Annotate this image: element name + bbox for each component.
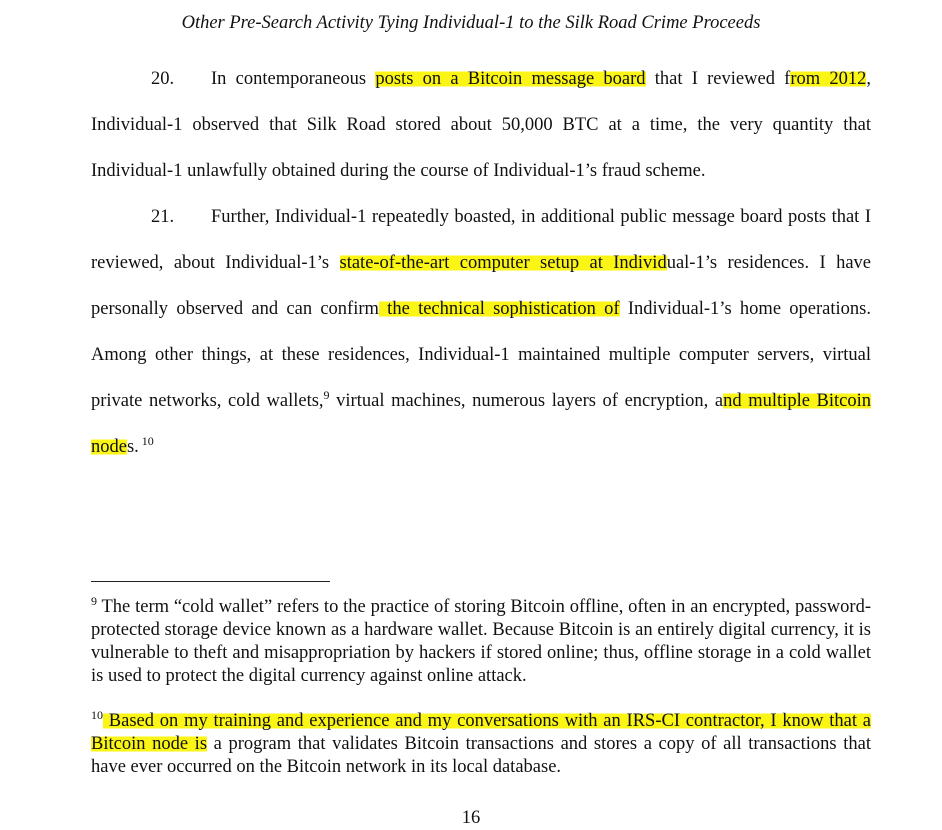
page-number: 16 — [461, 808, 481, 828]
paragraph-text: Further, Individual-1 repeatedly boasted, in additional public message board posts that I reviewed, about Individual-1’s — [91, 207, 871, 273]
highlighted-text: state-of-the-art computer setup at Individ — [339, 253, 667, 273]
highlighted-text: nd multiple Bitcoin node — [91, 391, 872, 457]
paragraph-text: that I reviewed f — [645, 69, 791, 89]
footnote-marker: 10 — [91, 707, 103, 722]
footnote-marker: 9 — [91, 593, 97, 608]
paragraph-20 — [91, 56, 871, 194]
paragraph-text: , Individual-1 observed that Silk Road stored about 50,000 BTC at a time, the very quantity that Individual-1 unlawfully obtained during the course of Individual-1’s fraud scheme. — [91, 69, 872, 181]
paragraph-number: 20. — [151, 69, 175, 89]
highlighted-text: rom 2012 — [790, 69, 867, 89]
paragraph-text: In contemporaneous — [211, 69, 376, 89]
footnote-divider — [91, 581, 330, 582]
paragraph-text: Individual-1’s home operations. Among other things, at these residences, Individual-1 maintained multiple computer servers, virtual private networks, cold wallets, — [91, 299, 871, 411]
footnote-reference-9[interactable]: 9 — [323, 387, 330, 402]
highlighted-text: Based on my training and experience and my conversations with an IRS-CI contractor, I know that a Bitcoin node is — [91, 711, 871, 754]
paragraph-21 — [91, 194, 871, 470]
paragraph-text: virtual machines, numerous layers of encryption, a — [329, 391, 724, 411]
paragraph-number: 21. — [151, 207, 175, 227]
section-heading: Other Pre-Search Activity Tying Individual-1 to the Silk Road Crime Proceeds — [181, 13, 761, 33]
paragraph-text: ual-1’s residences. I have personally observed and can confirm — [91, 253, 871, 319]
footnote-10 — [91, 707, 871, 779]
footnote-text: The term “cold wallet” refers to the practice of storing Bitcoin offline, often in an encrypted, password-protected storage device known as a hardware wallet. Because Bitcoin is an entirely digital currency, it is vulnerable to theft and misappropriation by hackers if stored online; thus, offline storage in a cold wallet is used to protect the digital currency against online attack. — [91, 597, 871, 686]
highlighted-text: posts on a Bitcoin message board — [375, 69, 646, 89]
footnote-9 — [91, 593, 871, 688]
footnote-reference-10[interactable]: 10 — [138, 433, 154, 448]
highlighted-text: the technical sophistication of — [378, 299, 620, 319]
footnote-text: a program that validates Bitcoin transactions and stores a copy of all transactions that have ever occurred on the Bitcoin network in its local database. — [91, 734, 871, 777]
paragraph-text: s. — [126, 437, 139, 457]
